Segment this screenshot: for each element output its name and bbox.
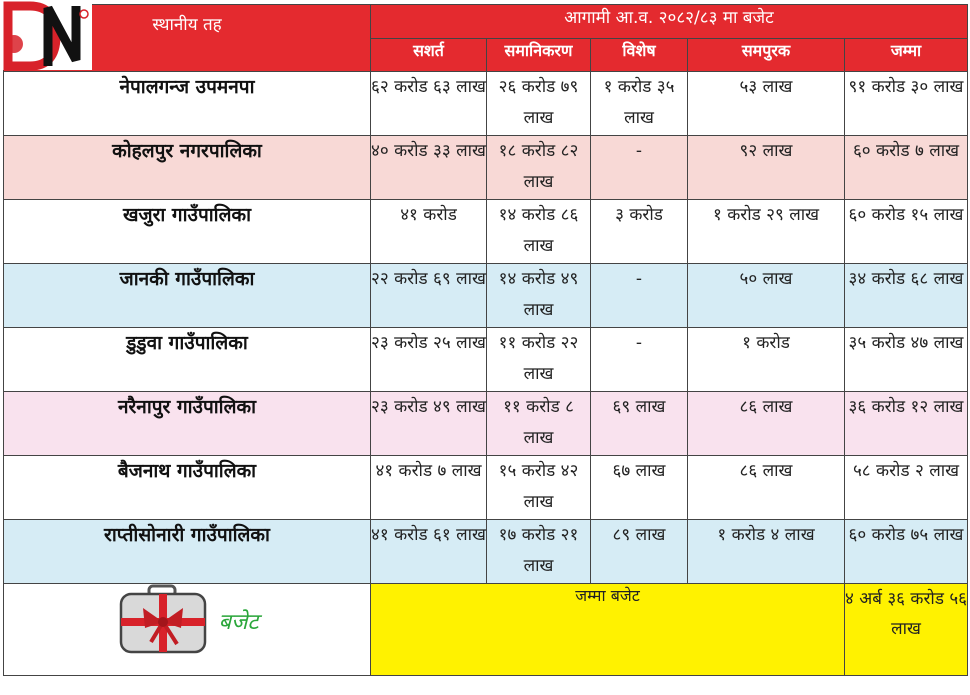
equalization-cell: १७ करोड २१ लाख: [487, 520, 591, 584]
budget-briefcase-icon: [115, 584, 211, 658]
special-cell: ६९ लाख: [591, 392, 688, 456]
total-cell: ६० करोड ७५ लाख: [845, 520, 968, 584]
conditional-cell: ४० करोड ३३ लाख: [371, 136, 487, 200]
table-row: [4, 200, 968, 264]
special-cell: -: [591, 328, 688, 392]
equalization-cell: १४ करोड ४९ लाख: [487, 264, 591, 328]
municipality-name: राप्तीसोनारी गाउँपालिका: [4, 520, 371, 584]
municipality-name: डुडुवा गाउँपालिका: [4, 328, 371, 392]
total-cell: ३४ करोड ६८ लाख: [845, 264, 968, 328]
column-header-equalization: समानिकरण: [487, 39, 591, 72]
total-cell: ३५ करोड ४७ लाख: [845, 328, 968, 392]
municipality-name: बैजनाथ गाउँपालिका: [4, 456, 371, 520]
table-row: [4, 136, 968, 200]
grand-total-label: जम्मा बजेट: [371, 584, 845, 676]
column-header-conditional: सशर्त: [371, 39, 487, 72]
total-cell: ३६ करोड १२ लाख: [845, 392, 968, 456]
special-cell: ३ करोड: [591, 200, 688, 264]
local-level-header: स्थानीय तह: [4, 5, 371, 72]
table-row: [4, 264, 968, 328]
complementary-cell: ५० लाख: [688, 264, 845, 328]
grand-total-row: [4, 584, 968, 676]
table-row: [4, 72, 968, 136]
equalization-cell: २६ करोड ७९ लाख: [487, 72, 591, 136]
conditional-cell: २२ करोड ६९ लाख: [371, 264, 487, 328]
table-row: [4, 328, 968, 392]
dainik-nepalgunj-logo: [0, 0, 92, 88]
equalization-cell: १४ करोड ८६ लाख: [487, 200, 591, 264]
municipality-name: नरैनापुर गाउँपालिका: [4, 392, 371, 456]
special-cell: १ करोड ३५ लाख: [591, 72, 688, 136]
conditional-cell: ४१ करोड: [371, 200, 487, 264]
special-cell: ६७ लाख: [591, 456, 688, 520]
municipality-name: खजुरा गाउँपालिका: [4, 200, 371, 264]
total-cell: ९१ करोड ३० लाख: [845, 72, 968, 136]
grand-total-value: ४ अर्ब ३६ करोड ५६ लाख: [845, 584, 968, 676]
municipality-name: नेपालगन्ज उपमनपा: [4, 72, 371, 136]
column-header-complementary: समपुरक: [688, 39, 845, 72]
special-cell: -: [591, 136, 688, 200]
conditional-cell: ४१ करोड ६१ लाख: [371, 520, 487, 584]
budget-illustration-cell: [4, 584, 371, 676]
complementary-cell: १ करोड ४ लाख: [688, 520, 845, 584]
budget-word: बजेट: [218, 610, 259, 635]
equalization-cell: ११ करोड ८ लाख: [487, 392, 591, 456]
column-header-total: जम्मा: [845, 39, 968, 72]
conditional-cell: २३ करोड २५ लाख: [371, 328, 487, 392]
complementary-cell: १ करोड: [688, 328, 845, 392]
complementary-cell: १ करोड २९ लाख: [688, 200, 845, 264]
table-row: [4, 520, 968, 584]
municipality-name: कोहलपुर नगरपालिका: [4, 136, 371, 200]
budget-title-header: आगामी आ.व. २०८२/८३ मा बजेट: [371, 5, 968, 39]
special-cell: ८९ लाख: [591, 520, 688, 584]
total-cell: ५८ करोड २ लाख: [845, 456, 968, 520]
column-header-special: विशेष: [591, 39, 688, 72]
complementary-cell: ९२ लाख: [688, 136, 845, 200]
equalization-cell: १८ करोड ८२ लाख: [487, 136, 591, 200]
complementary-cell: ५३ लाख: [688, 72, 845, 136]
budget-table: [3, 4, 968, 676]
complementary-cell: ८६ लाख: [688, 392, 845, 456]
total-cell: ६० करोड ७ लाख: [845, 136, 968, 200]
municipality-name: जानकी गाउँपालिका: [4, 264, 371, 328]
complementary-cell: ८६ लाख: [688, 456, 845, 520]
conditional-cell: ६२ करोड ६३ लाख: [371, 72, 487, 136]
conditional-cell: ४१ करोड ७ लाख: [371, 456, 487, 520]
total-cell: ६० करोड १५ लाख: [845, 200, 968, 264]
table-row: [4, 392, 968, 456]
table-row: [4, 456, 968, 520]
equalization-cell: ११ करोड २२ लाख: [487, 328, 591, 392]
conditional-cell: २३ करोड ४९ लाख: [371, 392, 487, 456]
equalization-cell: १५ करोड ४२ लाख: [487, 456, 591, 520]
special-cell: -: [591, 264, 688, 328]
